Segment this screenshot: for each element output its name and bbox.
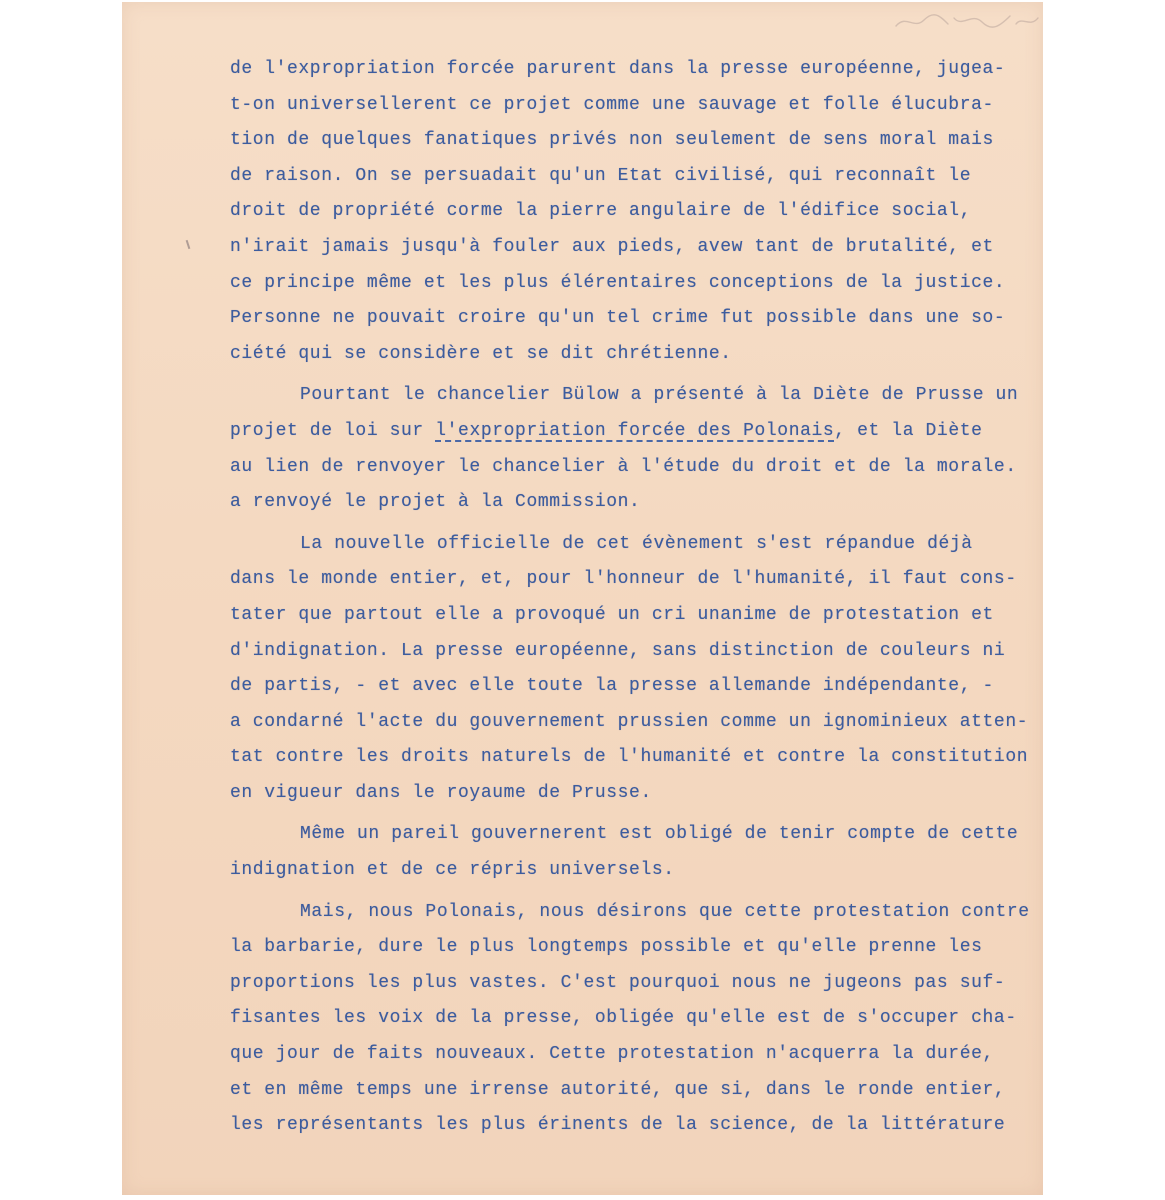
paper-sheet [122, 2, 1043, 1195]
text-line: a condarné l'acte du gouvernement prussien comme un ignominieux atten- [230, 711, 1029, 732]
margin-mark [186, 240, 191, 249]
text-line: t-on universellerent ce projet comme une sauvage et folle élucubra- [230, 94, 994, 115]
text-line: et en même temps une irrense autorité, que si, dans le ronde entier, [230, 1079, 1006, 1100]
text-line: indignation et de ce répris universels. [230, 860, 675, 881]
text-line: de raison. On se persuadait qu'un Etat civilisé, qui reconnaît le [230, 165, 972, 186]
text-line: de l'expropriation forcée parurent dans la presse européenne, jugea- [230, 59, 1006, 79]
text-line: dans le monde entier, et, pour l'honneur de l'humanité, il faut cons- [230, 569, 1017, 590]
text-line: ciété qui se considère et se dit chrétienne. [230, 343, 732, 364]
text-line-with-underline [230, 414, 1030, 450]
text-line: tion de quelques fanatiques privés non seulement de sens moral mais [230, 130, 994, 151]
text-line: la barbarie, dure le plus longtemps possible et qu'elle prenne les [230, 937, 983, 958]
text-line: au lien de renvoyer le chancelier à l'étude du droit et de la morale. [230, 456, 1017, 477]
text-line: tat contre les droits naturels de l'humanité et contre la constitution [230, 747, 1029, 768]
text-line: Pourtant le chancelier Bülow a présenté à la Diète de Prusse un [300, 385, 1019, 406]
text-line: Mais, nous Polonais, nous désirons que cette protestation contre [300, 901, 1030, 922]
text-line: droit de propriété corme la pierre angulaire de l'édifice social, [230, 201, 972, 222]
text-line: Personne ne pouvait croire qu'un tel crime fut possible dans une so- [230, 308, 1006, 329]
text-line: de partis, - et avec elle toute la presse allemande indépendante, - [230, 676, 994, 697]
paragraph-1 [230, 52, 1030, 372]
paragraph-3 [230, 527, 1030, 812]
text-line: en vigueur dans le royaume de Prusse. [230, 782, 652, 803]
text-line: n'irait jamais jusqu'à fouler aux pieds, avew tant de brutalité, et [230, 236, 994, 257]
text-line: a renvoyé le projet à la Commission. [230, 492, 641, 513]
text-line: ce principe même et les plus élérentaires conceptions de la justice. [230, 272, 1006, 293]
paragraph-4 [230, 817, 1030, 888]
text-line: les représentants les plus érinents de la science, de la littérature [230, 1115, 1006, 1136]
text-line: La nouvelle officielle de cet évènement s'est répandue déjà [300, 533, 973, 554]
text-segment: projet de loi sur [230, 420, 436, 441]
text-line: fisantes les voix de la presse, obligée qu'elle est de s'occuper cha- [230, 1008, 1017, 1029]
paragraph-5 [230, 895, 1030, 1144]
underlined-phrase: l'expropriation forcée des Polonais [435, 420, 835, 441]
text-line: que jour de faits nouveaux. Cette protestation n'acquerra la durée, [230, 1044, 994, 1065]
text-line: tater que partout elle a provoqué un cri unanime de protestation et [230, 604, 994, 625]
pencil-annotation [892, 6, 1042, 36]
text-line: Même un pareil gouvernerent est obligé de tenir compte de cette [300, 824, 1019, 845]
text-line: d'indignation. La presse européenne, sans distinction de couleurs ni [230, 640, 1006, 661]
typed-text-body [230, 52, 1030, 1144]
text-segment: , et la Diète [834, 420, 983, 441]
paragraph-2 [230, 378, 1030, 520]
text-line: proportions les plus vastes. C'est pourquoi nous ne jugeons pas suf- [230, 972, 1006, 993]
